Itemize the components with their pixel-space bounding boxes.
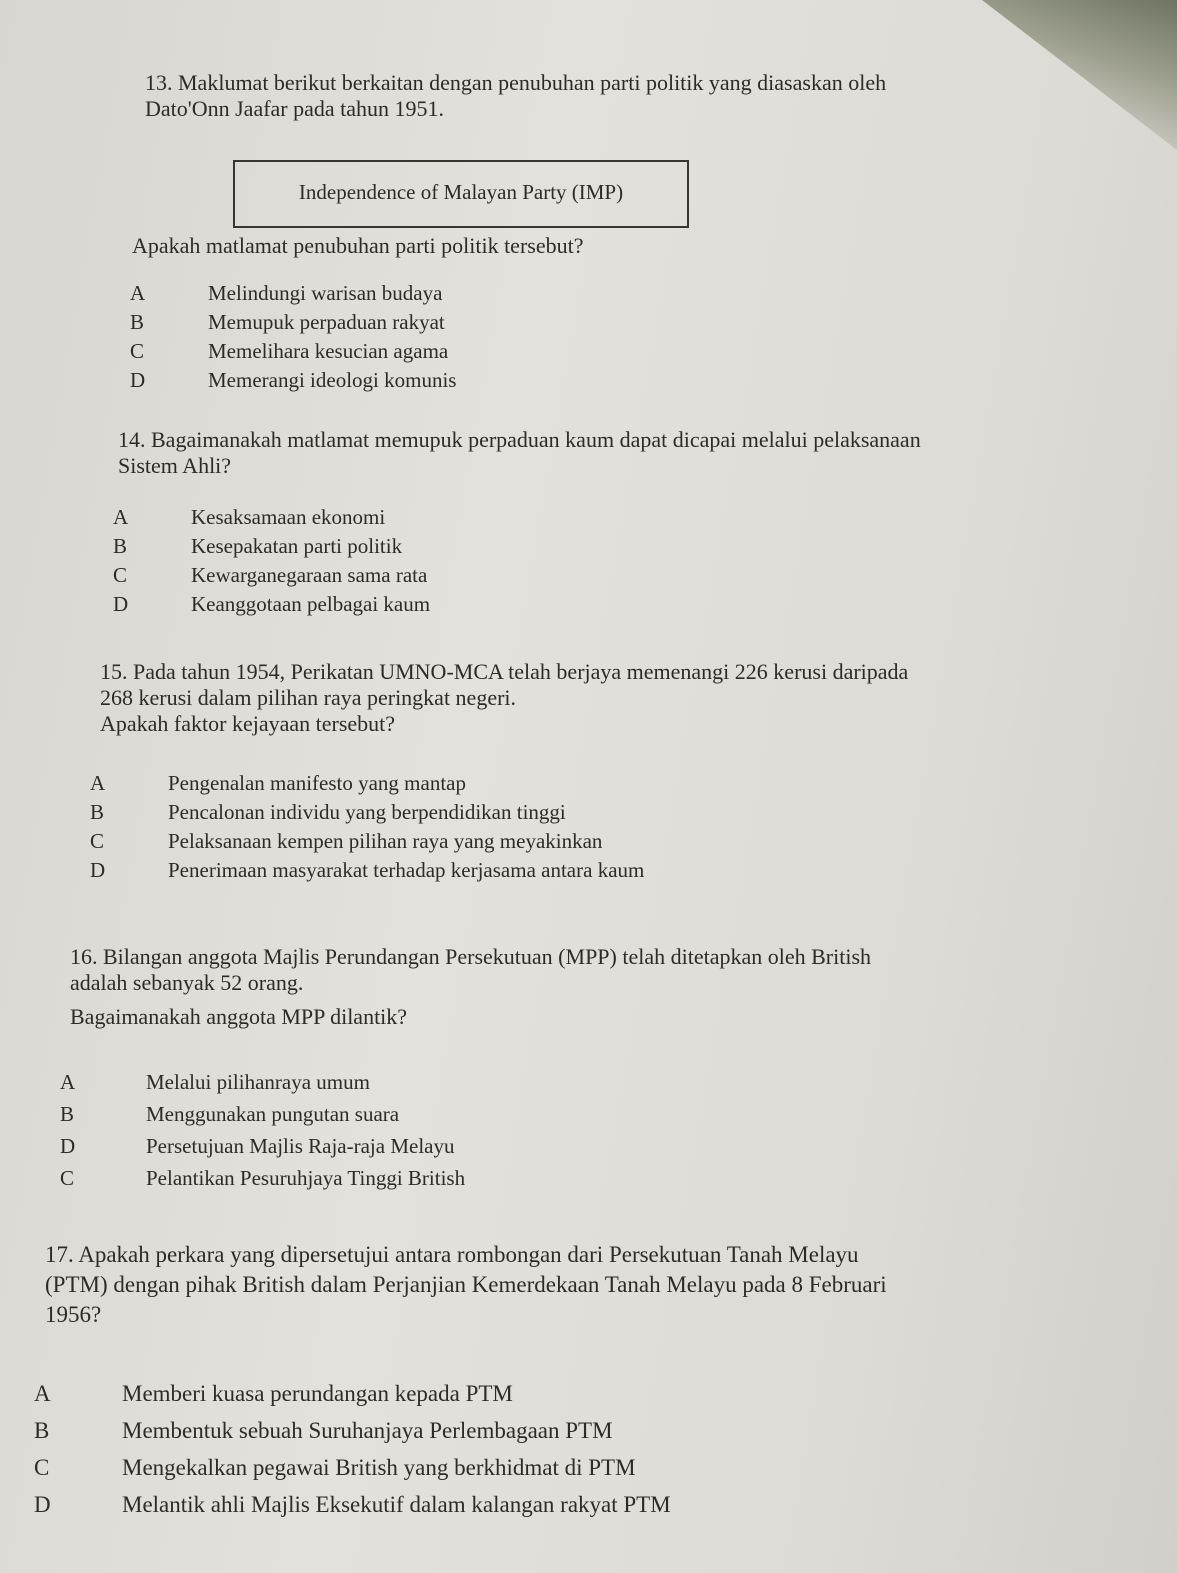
option-d[interactable]: D Keanggotaan pelbagai kaum: [113, 592, 431, 616]
question-16-options: [60, 1066, 465, 1194]
question-17-options: [34, 1375, 671, 1523]
question-13: [145, 70, 886, 122]
question-14-options: [113, 503, 430, 619]
option-b[interactable]: B Kesepakatan parti politik: [113, 534, 403, 558]
option-c[interactable]: C Pelantikan Pesuruhjaya Tinggi British: [60, 1165, 466, 1190]
question-13-options: [130, 279, 456, 395]
option-b[interactable]: B Pencalonan individu yang berpendidikan tinggi: [90, 800, 566, 824]
option-c[interactable]: C Memelihara kesucian agama: [130, 339, 449, 363]
option-a[interactable]: A Melindungi warisan budaya: [130, 281, 443, 305]
question-13-line-2: Dato'Onn Jaafar pada tahun 1951.: [145, 96, 445, 121]
question-14: [118, 427, 921, 479]
option-a[interactable]: A Memberi kuasa perundangan kepada PTM: [34, 1380, 513, 1406]
question-17: [45, 1240, 887, 1330]
question-15-prompt: Apakah faktor kejayaan tersebut?: [100, 711, 396, 736]
option-a[interactable]: A Pengenalan manifesto yang mantap: [90, 771, 466, 795]
option-b[interactable]: B Memupuk perpaduan rakyat: [130, 310, 445, 334]
quote-box: Independence of Malayan Party (IMP): [233, 160, 689, 228]
question-16-prompt: Bagaimanakah anggota MPP dilantik?: [70, 1004, 408, 1029]
option-d[interactable]: D Persetujuan Majlis Raja-raja Melayu: [60, 1133, 455, 1158]
question-15-line-1: 15. Pada tahun 1954, Perikatan UMNO-MCA telah berjaya memenangi 226 kerusi daripada: [100, 659, 909, 684]
option-d[interactable]: D Melantik ahli Majlis Eksekutif dalam kalangan rakyat PTM: [34, 1491, 671, 1517]
question-15-options: [90, 769, 644, 885]
question-15-line-2: 268 kerusi dalam pilihan raya peringkat negeri.: [100, 685, 517, 710]
question-15: [100, 659, 908, 737]
question-14-line-2: Sistem Ahli?: [118, 453, 232, 478]
option-c[interactable]: C Pelaksanaan kempen pilihan raya yang meyakinkan: [90, 829, 603, 853]
option-a[interactable]: A Kesaksamaan ekonomi: [113, 505, 386, 529]
question-16-line-1: 16. Bilangan anggota Majlis Perundangan Persekutuan (MPP) telah ditetapkan oleh British: [70, 944, 872, 969]
option-b[interactable]: B Menggunakan pungutan suara: [60, 1101, 400, 1126]
question-13-line-1: 13. Maklumat berikut berkaitan dengan penubuhan parti politik yang diasaskan oleh: [145, 70, 887, 95]
option-c[interactable]: C Mengekalkan pegawai British yang berkhidmat di PTM: [34, 1454, 636, 1480]
option-d[interactable]: D Penerimaan masyarakat terhadap kerjasama antara kaum: [90, 858, 645, 882]
option-d[interactable]: D Memerangi ideologi komunis: [130, 368, 457, 392]
option-b[interactable]: B Membentuk sebuah Suruhanjaya Perlembagaan PTM: [34, 1417, 613, 1443]
question-16-line-2: adalah sebanyak 52 orang.: [70, 970, 304, 995]
question-13-prompt: Apakah matlamat penubuhan parti politik tersebut?: [132, 233, 584, 258]
question-17-line-1: 17. Apakah perkara yang dipersetujui antara rombongan dari Persekutuan Tanah Melayu: [45, 1242, 859, 1267]
question-17-line-3: 1956?: [45, 1302, 102, 1327]
option-a[interactable]: A Melalui pilihanraya umum: [60, 1069, 370, 1094]
background-corner: [917, 0, 1177, 150]
question-17-line-2: (PTM) dengan pihak British dalam Perjanjian Kemerdekaan Tanah Melayu pada 8 Februari: [45, 1272, 887, 1297]
question-16: [70, 944, 871, 1030]
question-14-line-1: 14. Bagaimanakah matlamat memupuk perpaduan kaum dapat dicapai melalui pelaksanaan: [118, 427, 921, 452]
option-c[interactable]: C Kewarganegaraan sama rata: [113, 563, 428, 587]
